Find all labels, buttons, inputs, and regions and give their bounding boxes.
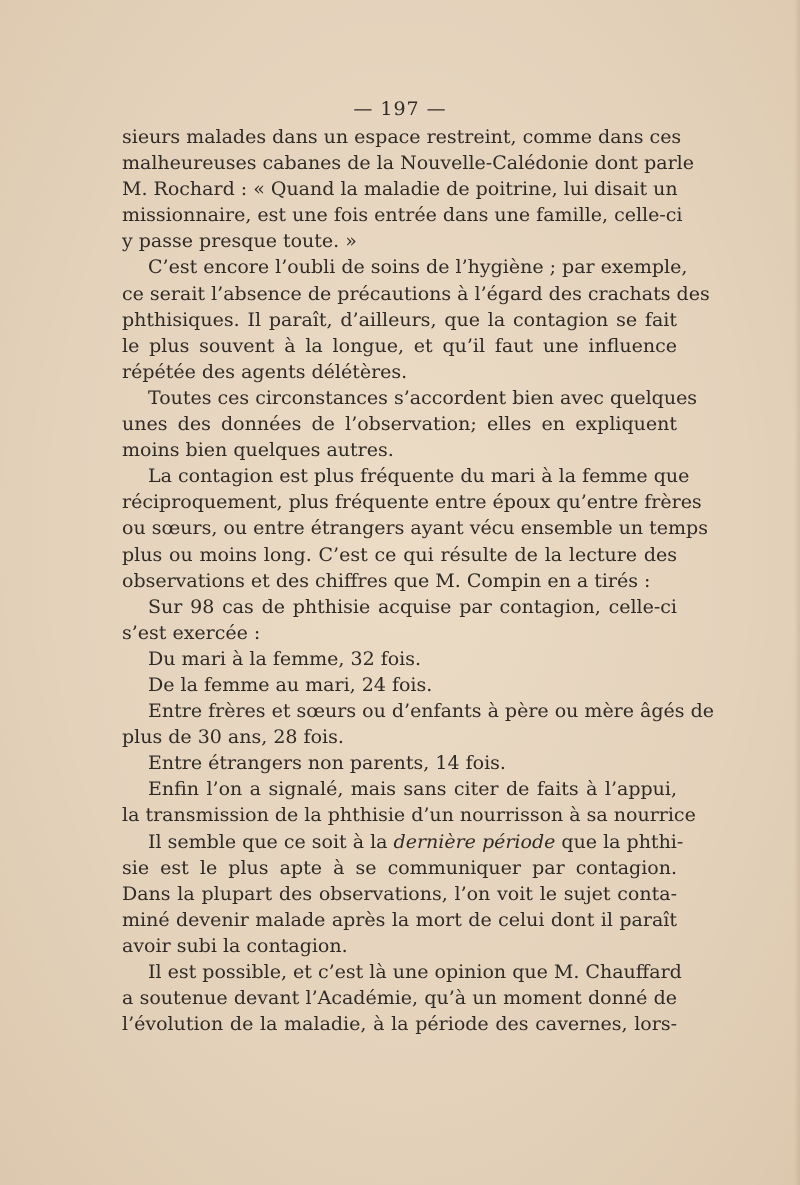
text-line: phthisiques. Il paraît, d’ailleurs, que la contagion se fait [122,308,677,331]
text-line: plus de 30 ans, 28 fois. [122,726,344,749]
text-line: ce serait l’absence de précautions à l’égard des crachats des [122,282,710,305]
text-line: la transmission de la phthisie d’un nourrisson à sa nourrice [122,804,696,827]
text-segment: Il semble que ce soit à la [148,830,388,853]
text-line: La contagion est plus fréquente du mari à la femme que [148,465,690,488]
text-line: Il est possible, et c’est là une opinion que M. Chauffard [148,961,682,983]
body-text [122,124,714,1037]
text-line: C’est encore l’oubli de soins de l’hygiène ; par exemple, [148,256,688,279]
page-edge-shadow [794,0,800,1185]
text-line: missionnaire, est une fois entrée dans une famille, celle-ci [122,204,683,227]
text-line: réciproquement, plus fréquente entre époux qu’entre frères [122,491,702,514]
text-line: le plus souvent à la longue, et qu’il faut une influence [122,334,677,357]
text-line: miné devenir malade après la mort de celui dont il paraît [122,908,677,931]
italic-phrase: dernière période [393,830,556,853]
text-line: Dans la plupart des observations, l’on voit le sujet conta- [122,882,677,905]
text-line: Entre étrangers non parents, 14 fois. [148,752,506,775]
text-line: unes des données de l’observation; elles en expliquent [122,413,677,436]
text-line: observations et des chiffres que M. Compin en a tirés : [122,569,651,592]
text-line: l’évolution de la maladie, à la période des cavernes, lors- [122,1013,677,1036]
text-line: M. Rochard : « Quand la maladie de poitrine, lui disait un [122,178,678,201]
text-line: Du mari à la femme, 32 fois. [148,647,422,670]
text-segment: que la phthi- [561,830,684,853]
text-line: y passe presque toute. » [122,230,357,253]
page-number: — 197 — [353,98,447,120]
text-line: sieurs malades dans un espace restreint, comme dans ces [122,126,682,148]
text-line: ou sœurs, ou entre étrangers ayant vécu ensemble un temps [122,517,708,540]
text-line: sie est le plus apte à se communiquer par contagion. [122,856,677,879]
text-line: De la femme au mari, 24 fois. [148,673,433,696]
text-line: répétée des agents délétères. [122,360,408,383]
text-line: Enfin l’on a signalé, mais sans citer de faits à l’appui, [148,778,677,801]
text-line-with-italic [122,829,684,855]
text-line: Entre frères et sœurs ou d’enfants à père ou mère âgés de [148,700,714,723]
text-line: moins bien quelques autres. [122,439,394,462]
text-line: s’est exercée : [122,621,261,644]
text-line: Sur 98 cas de phthisie acquise par contagion, celle-ci [148,595,677,618]
text-line: plus ou moins long. C’est ce qui résulte de la lecture des [122,543,677,566]
text-line: avoir subi la contagion. [122,934,348,957]
text-line: Toutes ces circonstances s’accordent bien avec quelques [148,386,698,409]
text-line: a soutenue devant l’Académie, qu’à un moment donné de [122,987,677,1010]
text-line: malheureuses cabanes de la Nouvelle-Calédonie dont parle [122,152,694,175]
